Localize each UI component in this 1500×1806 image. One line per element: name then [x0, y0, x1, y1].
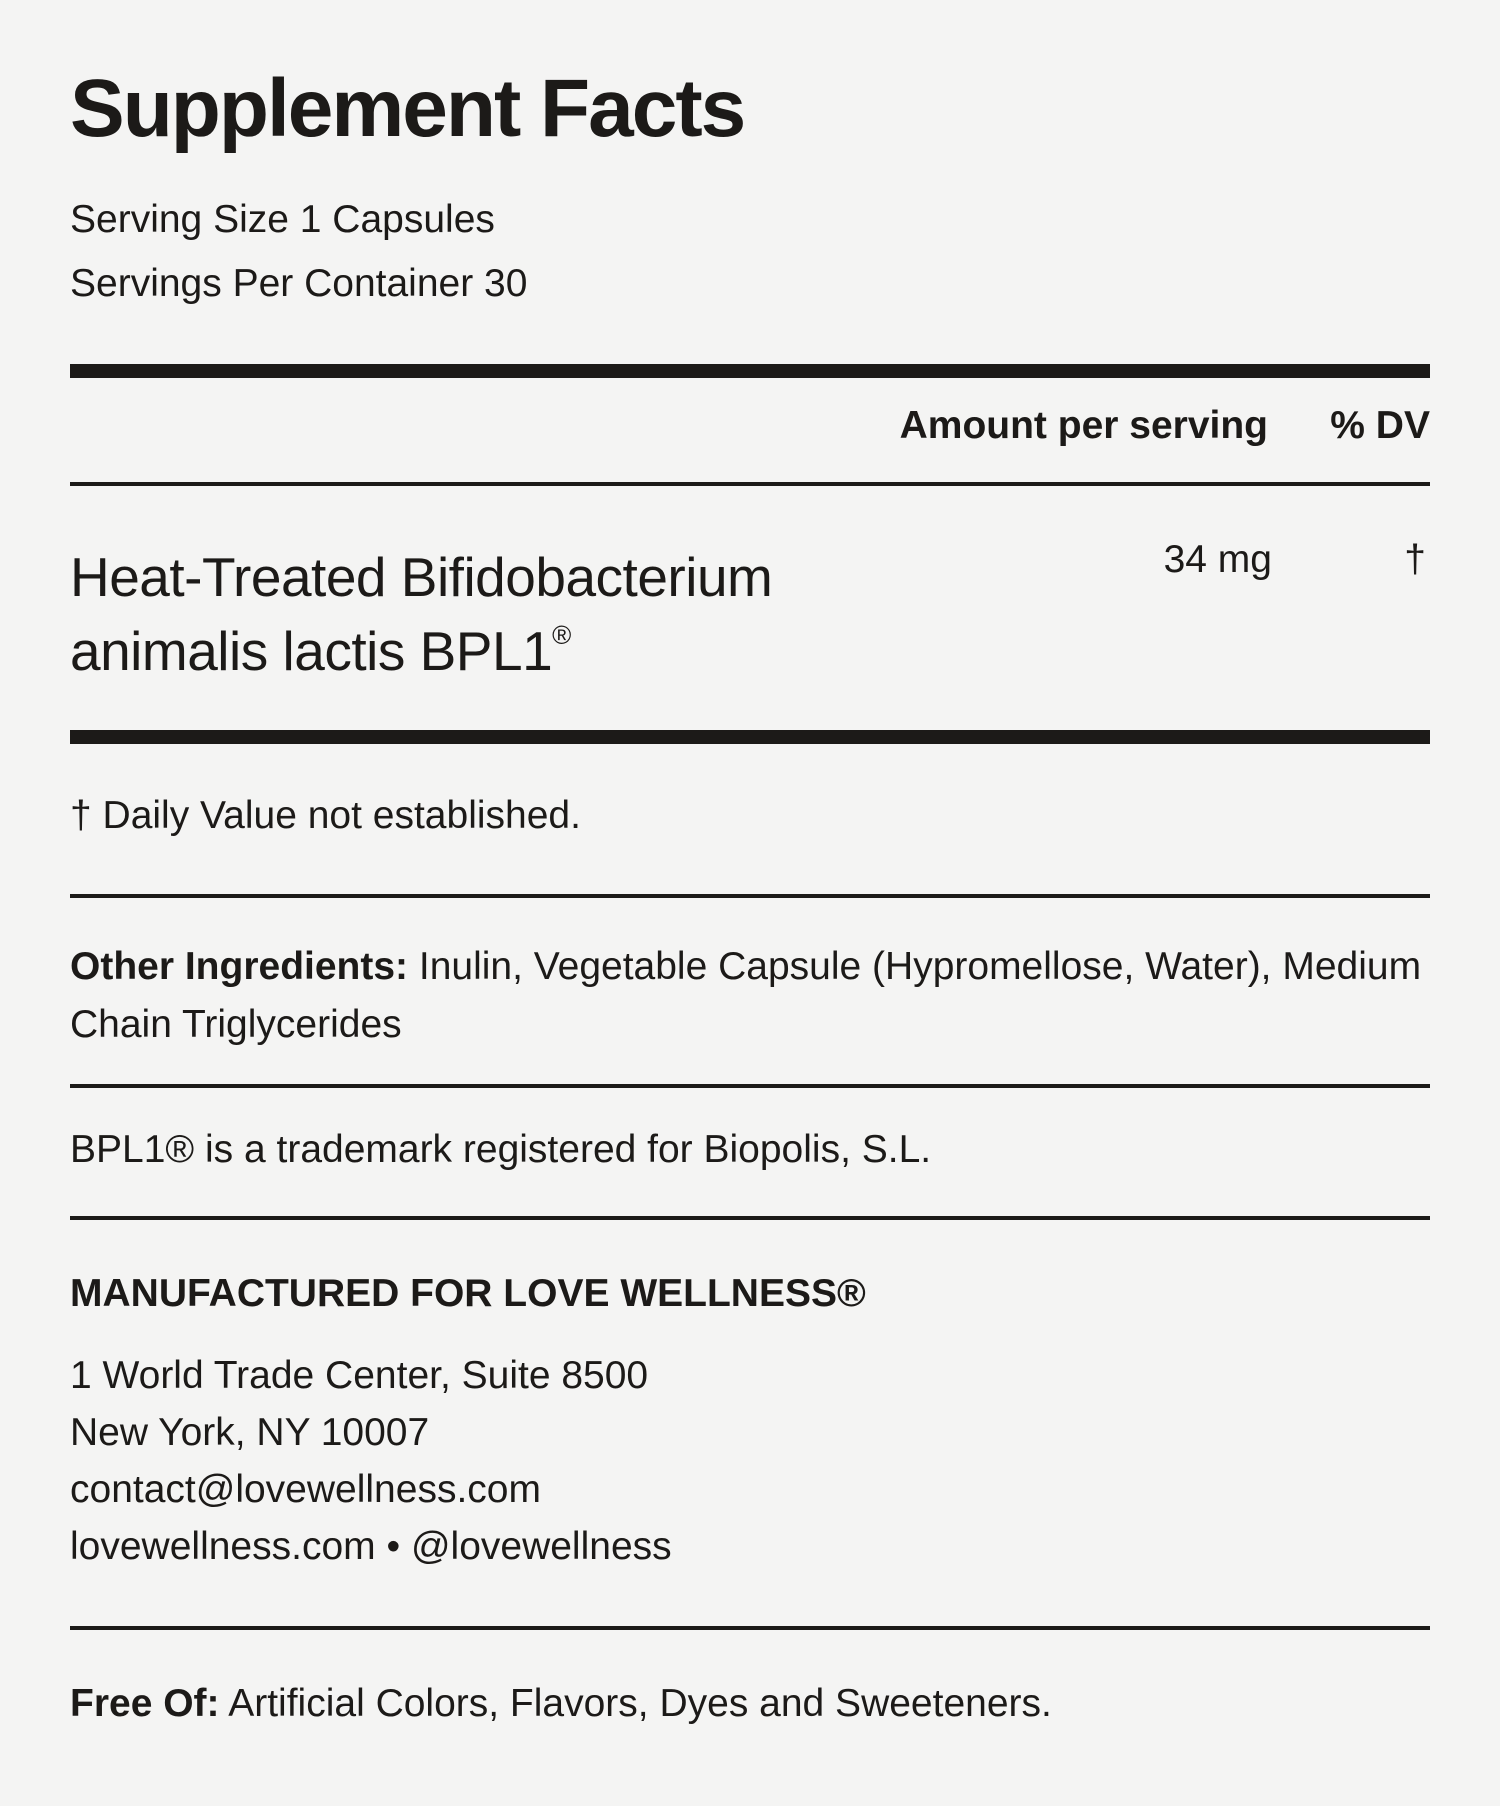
servings-per-container: Servings Per Container 30 — [70, 262, 528, 305]
other-ingredients-text: Inulin, Vegetable Capsule (Hypromellose, Water), Medium Chain Triglycerides — [70, 945, 1422, 1046]
free-of-label: Free Of: — [70, 1682, 220, 1725]
divider-thin-1 — [70, 894, 1430, 898]
address-line2: New York, NY 10007 — [70, 1411, 430, 1454]
ingredient-name — [70, 540, 970, 688]
divider-thin-3 — [70, 1216, 1430, 1220]
contact-email: contact@lovewellness.com — [70, 1468, 541, 1511]
ingredient-name-line2 — [70, 614, 970, 688]
divider-thin-4 — [70, 1626, 1430, 1630]
divider-thick-bottom — [70, 730, 1430, 744]
serving-size: Serving Size 1 Capsules — [70, 198, 495, 241]
manufacturer-heading: MANUFACTURED FOR LOVE WELLNESS® — [70, 1272, 866, 1315]
ingredient-name-line1: Heat-Treated Bifidobacterium — [70, 546, 773, 608]
header-amount-per-serving: Amount per serving — [899, 404, 1268, 447]
other-ingredients-label: Other Ingredients: — [70, 945, 409, 988]
page-title: Supplement Facts — [70, 63, 745, 154]
trademark-note: BPL1® is a trademark registered for Biopolis, S.L. — [70, 1128, 932, 1171]
ingredient-dv: † — [1404, 538, 1426, 581]
website-social: lovewellness.com • @lovewellness — [70, 1525, 672, 1568]
divider-thin-2 — [70, 1084, 1430, 1088]
free-of-text: Artificial Colors, Flavors, Dyes and Sweeteners. — [219, 1682, 1052, 1725]
supplement-facts-panel — [70, 0, 1430, 1806]
ingredient-name-line2-text: animalis lactis BPL1 — [70, 620, 553, 682]
divider-thick-top — [70, 364, 1430, 378]
other-ingredients — [70, 938, 1430, 1054]
address-line1: 1 World Trade Center, Suite 8500 — [70, 1354, 649, 1397]
ingredient-amount: 34 mg — [1163, 538, 1272, 581]
registered-mark: ® — [552, 620, 571, 650]
daily-value-footnote: † Daily Value not established. — [70, 794, 581, 837]
free-of — [70, 1682, 1052, 1726]
divider-thin-header — [70, 482, 1430, 486]
header-daily-value: % DV — [1330, 404, 1430, 447]
